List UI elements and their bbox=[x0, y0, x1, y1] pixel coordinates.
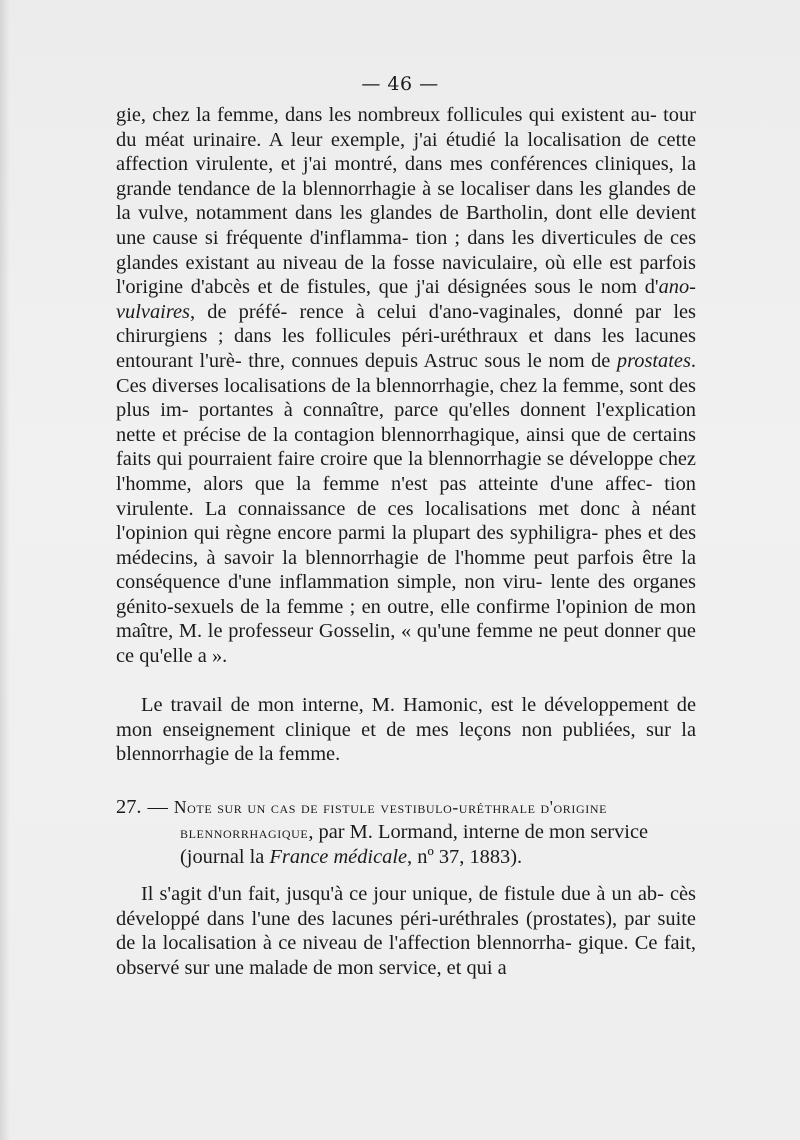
text-line: cès développé dans l'une des lacunes péri-uréthrales (prostates), bbox=[116, 883, 696, 930]
text-line: néant l'opinion qui règne encore parmi la plupart des syphiligra- bbox=[116, 497, 696, 545]
entry-title-continuation: blennorrhagique bbox=[180, 822, 309, 842]
text-line: tion ; dans les diverticules de ces glandes existant au niveau bbox=[116, 226, 697, 274]
entry-number: 27. bbox=[116, 796, 142, 818]
paragraph bbox=[116, 693, 696, 767]
text-line: la blennorrhagie de la femme. bbox=[116, 718, 696, 766]
paragraph-body bbox=[116, 882, 696, 980]
text-line: lente des organes génito-sexuels de la femme ; en outre, elle bbox=[116, 571, 696, 618]
text-line: de mon enseignement clinique et de mes leçons non publiées, sur bbox=[116, 694, 696, 741]
text-fragment: . Ces diverses bbox=[116, 349, 696, 397]
text-line: phes et des médecins, à savoir la blennorrhagie de l'homme peut bbox=[116, 522, 696, 569]
page-edge-shadow bbox=[0, 0, 10, 1140]
text-line: faits qui pourraient faire croire que la blennorrhagie se développe bbox=[116, 448, 654, 471]
text-fragment: (journal la bbox=[180, 846, 270, 868]
paragraph-body bbox=[116, 103, 696, 669]
text-fragment: thre, connues depuis Astruc sous le nom de bbox=[248, 349, 617, 372]
entry-title: Note sur un cas de fistule vestibulo-uréthrale d'origine bbox=[173, 797, 608, 817]
text-line: tion virulente. La connaissance de ces localisations met donc à bbox=[116, 472, 696, 520]
text-fragment: , nº 37, 1883). bbox=[407, 846, 523, 868]
entry-title-line bbox=[116, 820, 696, 845]
paragraph-body bbox=[116, 693, 696, 767]
text-line: de cette affection virulente, et j'ai montré, dans mes conférences bbox=[116, 128, 696, 176]
journal-name: France médicale bbox=[269, 846, 408, 868]
text-line: rence à celui d'ano-vaginales, donné par les chirurgiens ; dans bbox=[116, 300, 696, 348]
entry-author: , par M. Lormand, interne de mon service bbox=[308, 821, 649, 843]
paragraph bbox=[116, 882, 696, 980]
page-number: — 46 — bbox=[361, 73, 439, 95]
text-line: portantes à connaître, parce qu'elles donnent l'explication nette et bbox=[116, 399, 696, 446]
text-line: chez l'homme, alors que la femme n'est pas atteinte d'une affec- bbox=[116, 448, 696, 495]
entry-source-line bbox=[116, 845, 696, 870]
text-line: Bartholin, dont elle devient une cause si fréquente d'inflamma- bbox=[116, 202, 696, 249]
text-line: par suite de la localisation à ce niveau de l'affection blennorrha- bbox=[116, 907, 696, 955]
text-line: fistules, que j'ai désignées sous le nom d' bbox=[306, 276, 659, 299]
entry-dash: — bbox=[147, 796, 168, 818]
paragraph-continuation bbox=[116, 103, 696, 669]
italic-term: ano-vulvaires bbox=[116, 276, 696, 323]
bibliography-entry-27 bbox=[116, 795, 696, 870]
text-line: Le travail de mon interne, M. Hamonic, est le développement bbox=[141, 694, 669, 716]
entry-title-line bbox=[116, 795, 696, 820]
text-line: localisations de la blennorrhagie, chez la femme, sont des plus im- bbox=[116, 374, 696, 422]
italic-term: prostates bbox=[616, 349, 691, 372]
text-line: « qu'une femme ne peut donner que ce qu'elle a ». bbox=[116, 620, 696, 668]
text-line: confirme l'opinion de mon maître, M. le professeur Gosselin, bbox=[116, 595, 696, 643]
text-line: les follicules péri-uréthraux et dans les lacunes entourant l'urè- bbox=[116, 325, 696, 372]
text-line: tour du méat urinaire. A leur exemple, j'ai étudié la localisation bbox=[116, 104, 696, 151]
text-line: dans les glandes de la vulve, notamment dans les glandes de bbox=[116, 177, 696, 225]
text-fragment: , de préfé- bbox=[190, 300, 288, 323]
text-line: Il s'agit d'un fait, jusqu'à ce jour unique, de fistule due à un ab- bbox=[141, 883, 664, 905]
text-line: gie, chez la femme, dans les nombreux follicules qui existent au- bbox=[116, 104, 657, 126]
text-line: de la fosse naviculaire, où elle est parfois l'origine d'abcès et de bbox=[116, 251, 696, 299]
text-line: gique. Ce fait, observé sur une malade de mon service, et qui a bbox=[116, 932, 696, 979]
text-line: précise de la contagion blennorrhagique, ainsi que de certains bbox=[183, 423, 696, 446]
text-line: parfois être la conséquence d'une inflammation simple, non viru- bbox=[116, 546, 697, 594]
text-line: cliniques, la grande tendance de la blennorrhagie à se localiser bbox=[116, 153, 696, 200]
